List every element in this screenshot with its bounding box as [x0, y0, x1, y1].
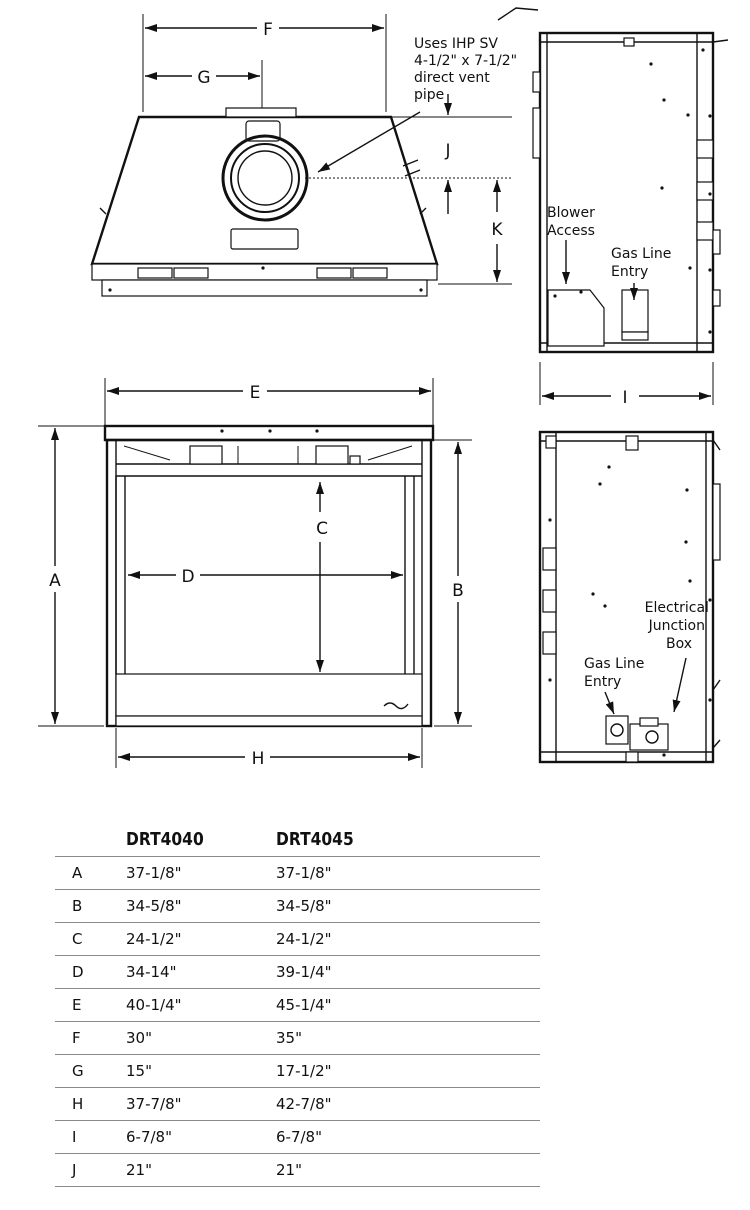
- dim-label-h: H: [251, 749, 265, 769]
- dim-label-a: A: [49, 571, 61, 591]
- drt4045-cell: 21": [276, 1154, 540, 1187]
- dimension-cell: B: [55, 890, 126, 923]
- table-row: [55, 989, 540, 1022]
- side-view-lower: [540, 432, 720, 762]
- dimension-cell: G: [55, 1055, 126, 1088]
- drt4040-cell: 24-1/2": [126, 923, 276, 956]
- drt4045-cell: 34-5/8": [276, 890, 540, 923]
- drt4040-cell: 15": [126, 1055, 276, 1088]
- table-row: [55, 857, 540, 890]
- dim-label-j: J: [445, 141, 451, 161]
- table-row: [55, 956, 540, 989]
- drt4045-cell: 35": [276, 1022, 540, 1055]
- electrical-junction-box-label: Electrical Junction Box: [644, 600, 709, 652]
- dim-label-d: D: [181, 567, 195, 587]
- dimensions-table: [55, 822, 540, 1187]
- dim-label-b: B: [452, 581, 464, 601]
- table-header-model: DRT4045: [276, 828, 354, 850]
- dim-label-f: F: [263, 20, 273, 40]
- table-header-row: [55, 822, 540, 857]
- dim-label-i: I: [622, 388, 628, 408]
- drt4045-cell: 24-1/2": [276, 923, 540, 956]
- dimension-cell: D: [55, 956, 126, 989]
- dimension-cell: H: [55, 1088, 126, 1121]
- table-body: [55, 857, 540, 1187]
- table-row: [55, 1121, 540, 1154]
- top-view: [92, 14, 522, 296]
- table-row: [55, 923, 540, 956]
- blower-access-label: Blower Access: [547, 205, 595, 239]
- dimension-cell: E: [55, 989, 126, 1022]
- table-row: [55, 1055, 540, 1088]
- drt4045-cell: 17-1/2": [276, 1055, 540, 1088]
- drt4045-cell: 45-1/4": [276, 989, 540, 1022]
- drt4040-cell: 40-1/4": [126, 989, 276, 1022]
- vent-note: Uses IHP SV 4-1/2" x 7-1/2" direct vent pipe: [414, 36, 518, 103]
- dimension-cell: J: [55, 1154, 126, 1187]
- drt4045-cell: 37-1/8": [276, 857, 540, 890]
- dim-label-c: C: [316, 519, 328, 539]
- drt4045-cell: 39-1/4": [276, 956, 540, 989]
- drt4040-cell: 30": [126, 1022, 276, 1055]
- table-row: [55, 890, 540, 923]
- drt4045-cell: 42-7/8": [276, 1088, 540, 1121]
- drt4040-cell: 6-7/8": [126, 1121, 276, 1154]
- table-header-dim: [55, 822, 116, 857]
- drt4040-cell: 34-14": [126, 956, 276, 989]
- table-row: [55, 1088, 540, 1121]
- dim-label-e: E: [249, 383, 261, 403]
- drt4040-cell: 21": [126, 1154, 276, 1187]
- dim-label-k: K: [491, 220, 503, 240]
- front-view: [38, 378, 472, 769]
- gas-line-entry-label-top: Gas Line Entry: [611, 246, 672, 280]
- dimension-cell: A: [55, 857, 126, 890]
- side-view-upper: [498, 8, 728, 408]
- gas-line-entry-label-bottom: Gas Line Entry: [584, 656, 645, 690]
- table-row: [55, 1154, 540, 1187]
- drt4045-cell: 6-7/8": [276, 1121, 540, 1154]
- drt4040-cell: 37-1/8": [126, 857, 276, 890]
- dimension-cell: I: [55, 1121, 126, 1154]
- drt4040-cell: 34-5/8": [126, 890, 276, 923]
- drt4040-cell: 37-7/8": [126, 1088, 276, 1121]
- dim-label-g: G: [197, 68, 211, 88]
- table-header-model: DRT4040: [126, 828, 204, 850]
- table-row: [55, 1022, 540, 1055]
- dimension-cell: C: [55, 923, 126, 956]
- dimension-cell: F: [55, 1022, 126, 1055]
